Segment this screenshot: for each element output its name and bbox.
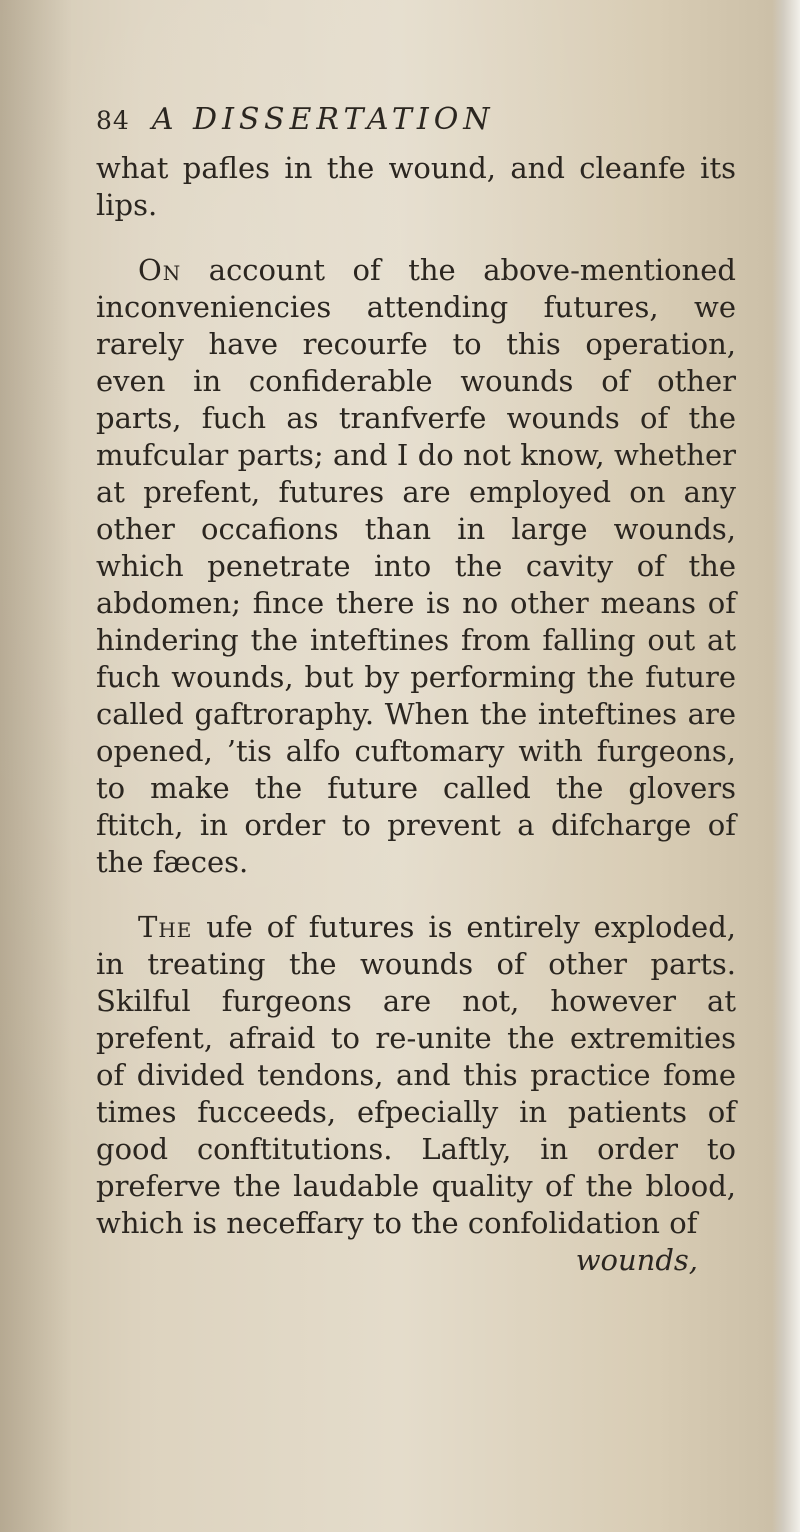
paragraph-gap [96, 881, 736, 909]
page-header [96, 102, 736, 150]
page-edge [772, 0, 800, 1532]
catchword: wounds, [575, 1243, 698, 1277]
page-text-block [96, 102, 736, 1279]
paragraph-1 [96, 150, 736, 224]
page-gutter-shadow [0, 0, 72, 1532]
paragraph-gap [96, 224, 736, 252]
paragraph-2 [96, 252, 736, 881]
paragraph-3-text: ufe of futures is entirely exploded, in treating the wounds of other parts. Skilful furgeons are not, however at prefent, afraid to re-unite the extremities of divided tendons, and this practice fome times fucceeds, efpecially in patients of good conftitutions. Laftly, in order to preferve the laudable quality of the blood, which is neceffary to the confolidation of [96, 910, 736, 1240]
page-number: 84 [96, 106, 130, 135]
running-head: A DISSERTATION [151, 102, 495, 137]
paragraph-2-first-word: On [138, 253, 182, 287]
paragraph-2-text: account of the above-mentioned inconveniencies attending futures, we rarely have recourfe to this operation, even in confiderable wounds of other parts, fuch as tranfverfe wounds of the mufcular parts; and I do not know, whether at prefent, futures are employed on any other occafions than in large wounds, which penetrate into the cavity of the abdomen; fince there is no other means of hindering the inteftines from falling out at fuch wounds, but by performing the future called gaftroraphy. When the inteftines are opened, ’tis alfo cuftomary with furgeons, to make the future called the glovers ftitch, in order to prevent a difcharge of the fæces. [96, 253, 736, 879]
paragraph-3-first-word: The [138, 910, 193, 944]
paragraph-3 [96, 909, 736, 1242]
paragraph-1-text: what pafles in the wound, and cleanfe its lips. [96, 151, 736, 222]
